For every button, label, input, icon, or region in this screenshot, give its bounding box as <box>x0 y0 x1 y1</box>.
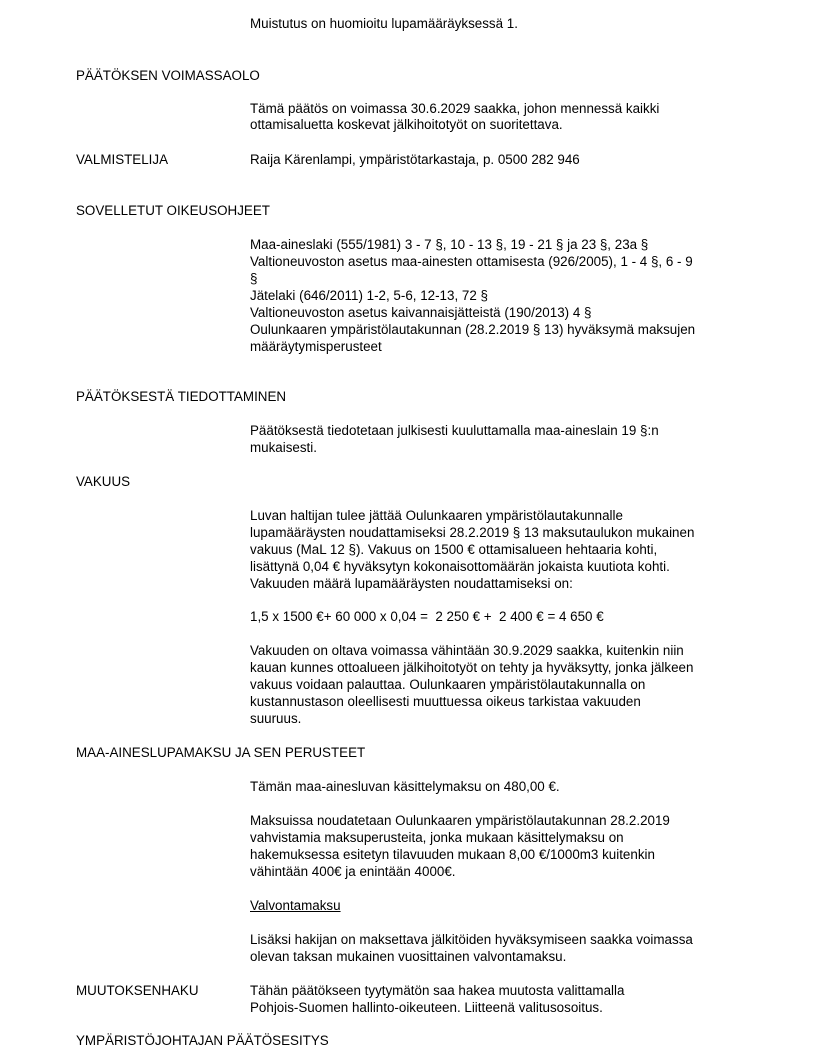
heading-vakuus: VAKUUS <box>76 474 131 489</box>
lupamaksu-line: vahvistamia maksuperusteita, jonka mukaan käsittelymaksu on <box>250 830 624 845</box>
voimassaolo-line: ottamisaluetta koskevat jälkihoitotyöt on suoritettava. <box>250 117 563 132</box>
vakuus-line: vakuus (MaL 12 §). Vakuus on 1500 € ottamisalueen hehtaaria kohti, <box>250 542 658 557</box>
heading-tiedottaminen: PÄÄTÖKSESTÄ TIEDOTTAMINEN <box>76 389 287 404</box>
intro-text: Muistutus on huomioitu lupamääräyksessä 1. <box>250 16 518 31</box>
heading-voimassaolo: PÄÄTÖKSEN VOIMASSAOLO <box>76 68 260 83</box>
tiedottaminen-line: mukaisesti. <box>250 440 317 455</box>
vakuus-line: vakuus voidaan palauttaa. Oulunkaaren ympäristölautakunnalla on <box>250 677 646 692</box>
lupamaksu-line: Lisäksi hakijan on maksettava jälkitöiden hyväksymiseen saakka voimassa <box>250 932 693 947</box>
oikeusohje-line: Valtioneuvoston asetus kaivannaisjätteistä (190/2013) 4 § <box>250 305 592 320</box>
heading-oikeusohjeet: SOVELLETUT OIKEUSOHJEET <box>76 203 270 218</box>
heading-lupamaksu: MAA-AINESLUPAMAKSU JA SEN PERUSTEET <box>76 745 366 760</box>
vakuus-line: Luvan haltijan tulee jättää Oulunkaaren ympäristölautakunnalle <box>250 508 623 523</box>
lupamaksu-line: vähintään 400€ ja enintään 4000€. <box>250 864 456 879</box>
heading-valmistelija: VALMISTELIJA <box>76 152 169 167</box>
vakuus-line: lisättynä 0,04 € hyväksytyn kokonaisottomäärän jokaista kuutiota kohti. <box>250 559 670 574</box>
vakuus-line: Vakuuden on oltava voimassa vähintään 30.9.2029 saakka, kuitenkin niin <box>250 643 684 658</box>
valvontamaksu-subheading: Valvontamaksu <box>250 898 341 913</box>
oikeusohje-line: Maa-aineslaki (555/1981) 3 - 7 §, 10 - 13 §, 19 - 21 § ja 23 §, 23a § <box>250 237 649 252</box>
vakuus-formula: 1,5 x 1500 €+ 60 000 x 0,04 = 2 250 € + 2 400 € = 4 650 € <box>250 609 604 624</box>
lupamaksu-line: hakemuksessa esitetyn tilavuuden mukaan 8,00 €/1000m3 kuitenkin <box>250 847 655 862</box>
oikeusohje-line: Jätelaki (646/2011) 1-2, 5-6, 12-13, 72 § <box>250 288 488 303</box>
lupamaksu-line: olevan taksan mukainen vuosittainen valvontamaksu. <box>250 949 567 964</box>
heading-muutoksenhaku: MUUTOKSENHAKU <box>76 983 199 998</box>
oikeusohje-line: § <box>250 271 258 286</box>
vakuus-line: kustannustason oleellisesti muuttuessa oikeus tarkistaa vakuuden <box>250 694 641 709</box>
voimassaolo-line: Tämä päätös on voimassa 30.6.2029 saakka, johon mennessä kaikki <box>250 101 660 116</box>
muutoksenhaku-line: Pohjois-Suomen hallinto-oikeuteen. Liitteenä valitusosoitus. <box>250 1000 603 1015</box>
tiedottaminen-line: Päätöksestä tiedotetaan julkisesti kuuluttamalla maa-aineslain 19 §:n <box>250 423 659 438</box>
heading-esitys: YMPÄRISTÖJOHTAJAN PÄÄTÖSESITYS <box>76 1033 329 1048</box>
vakuus-line: Vakuuden määrä lupamääräysten noudattamiseksi on: <box>250 576 573 591</box>
lupamaksu-line: Tämän maa-ainesluvan käsittelymaksu on 480,00 €. <box>250 779 560 794</box>
lupamaksu-line: Maksuissa noudatetaan Oulunkaaren ympäristölautakunnan 28.2.2019 <box>250 813 670 828</box>
muutoksenhaku-line: Tähän päätökseen tyytymätön saa hakea muutosta valittamalla <box>250 983 625 998</box>
oikeusohje-line: Valtioneuvoston asetus maa-ainesten ottamisesta (926/2005), 1 - 4 §, 6 - 9 <box>250 254 693 269</box>
vakuus-line: suuruus. <box>250 711 302 726</box>
vakuus-line: kauan kunnes ottoalueen jälkihoitotyöt on tehty ja hyväksytty, jonka jälkeen <box>250 660 694 675</box>
vakuus-line: lupamääräysten noudattamiseksi 28.2.2019 § 13 maksutaulukon mukainen <box>250 525 695 540</box>
valmistelija-text: Raija Kärenlampi, ympäristötarkastaja, p. 0500 282 946 <box>250 152 580 167</box>
oikeusohje-line: Oulunkaaren ympäristölautakunnan (28.2.2019 § 13) hyväksymä maksujen <box>250 322 696 337</box>
oikeusohje-line: määräytymisperusteet <box>250 339 382 354</box>
